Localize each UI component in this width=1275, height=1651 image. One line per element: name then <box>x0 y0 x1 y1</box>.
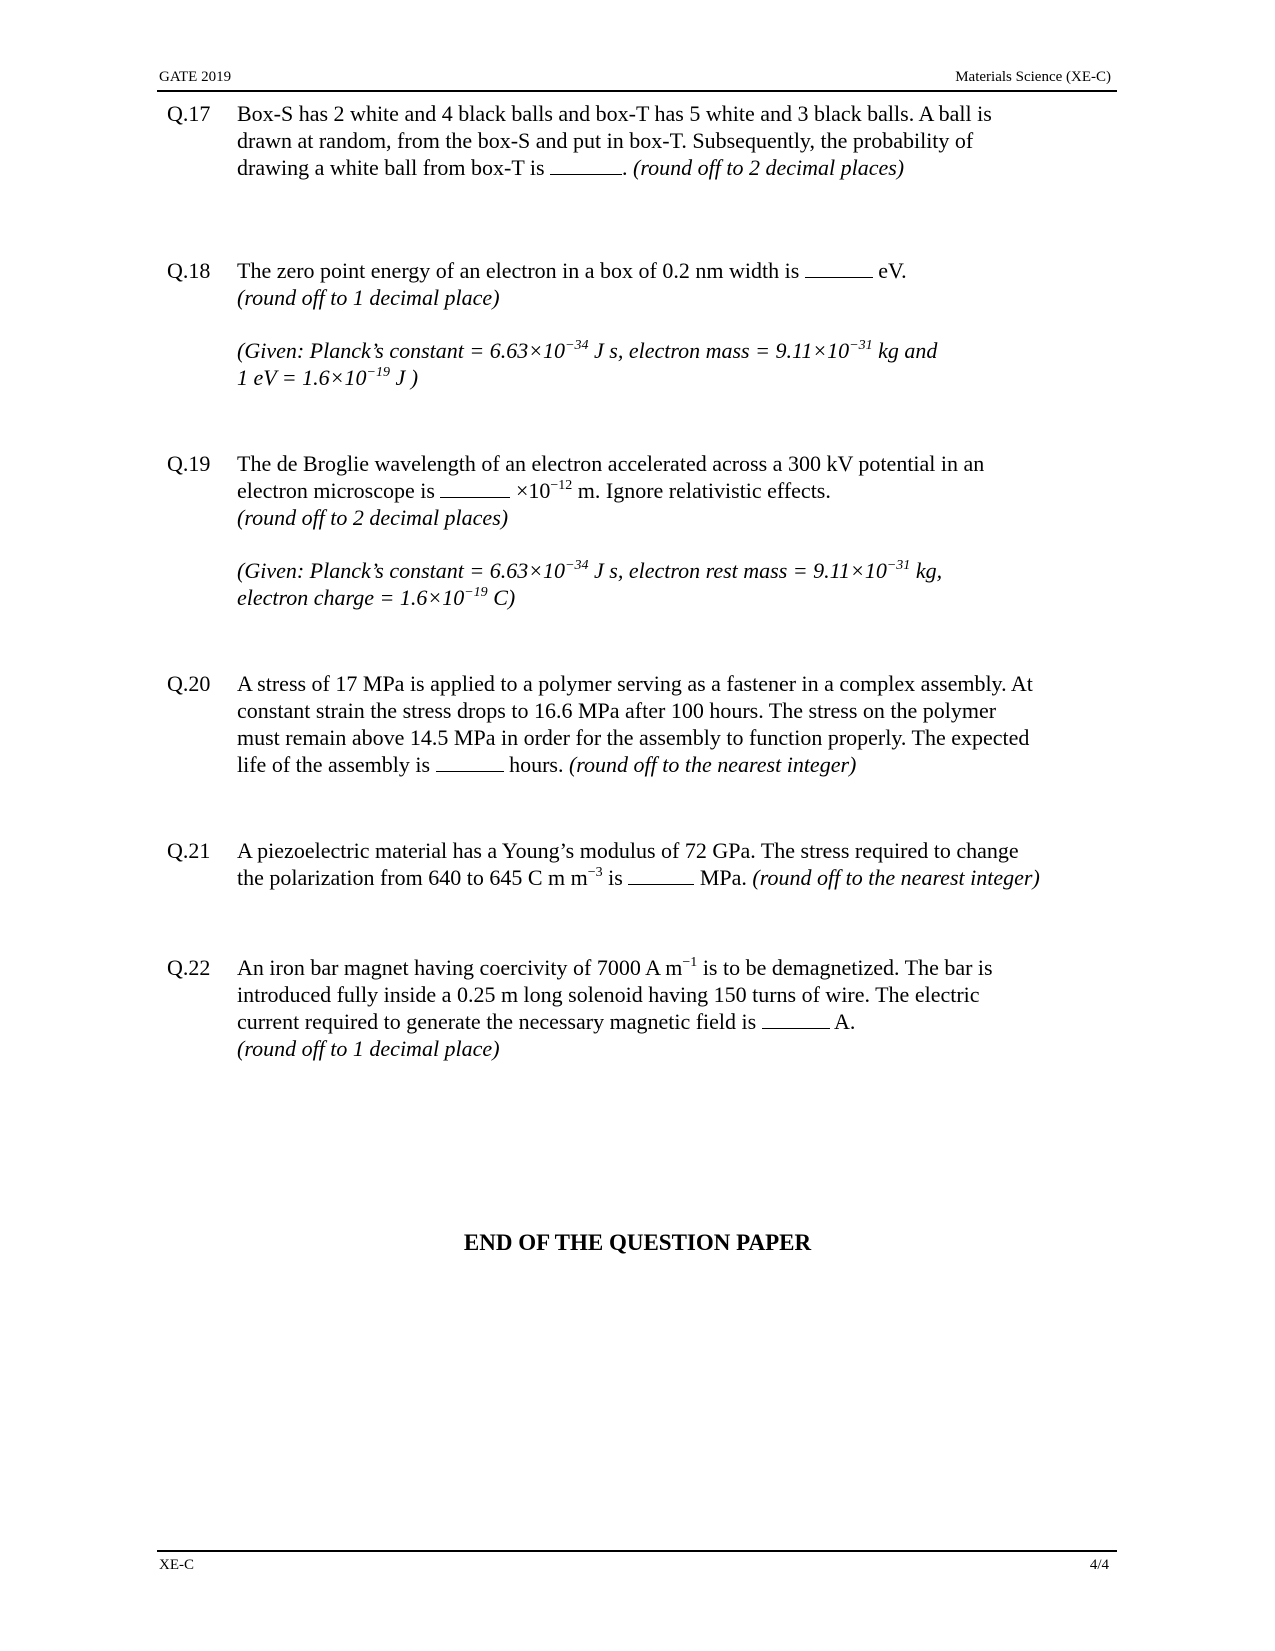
exponent: −19 <box>366 365 390 380</box>
answer-blank <box>550 156 622 175</box>
page-footer <box>157 1550 1117 1574</box>
rounding-note: (round off to 2 decimal places) <box>633 155 905 180</box>
given-text: kg, <box>910 558 943 583</box>
unit: MPa. <box>699 865 747 890</box>
answer-blank <box>805 259 873 278</box>
unit: A. <box>834 1009 856 1034</box>
given-text: J s, electron mass = 9.11×10 <box>588 338 850 363</box>
exponent: −1 <box>682 955 698 970</box>
question-number: Q.21 <box>167 838 211 863</box>
answer-blank <box>440 479 510 498</box>
paper-name: Materials Science (XE-C) <box>955 69 1111 85</box>
question-text: Box-S has 2 white and 4 black balls and box-T has 5 white and 3 black balls. A ball is <box>237 101 992 126</box>
question-number: Q.17 <box>167 101 211 126</box>
question-number: Q.18 <box>167 258 211 283</box>
rounding-note: (round off to the nearest integer) <box>568 752 857 777</box>
answer-blank <box>436 753 504 772</box>
given-constants <box>237 337 1117 364</box>
answer-blank <box>628 866 694 885</box>
rounding-note: (round off to 2 decimal places) <box>237 505 509 530</box>
question-text: A stress of 17 MPa is applied to a polymer serving as a fastener in a complex assembly. At <box>237 671 1033 696</box>
rounding-note: (round off to 1 decimal place) <box>237 1036 500 1061</box>
exam-name: GATE 2019 <box>159 69 232 85</box>
question-number: Q.19 <box>167 451 211 476</box>
question-text: m. Ignore relativistic effects. <box>572 478 831 503</box>
exponent: −19 <box>464 585 488 600</box>
given-text: electron charge = 1.6×10 <box>237 585 465 610</box>
page-header <box>157 68 1117 92</box>
given-text: J ) <box>389 365 419 390</box>
unit: eV. <box>878 258 907 283</box>
question-number: Q.22 <box>167 955 211 980</box>
end-of-paper: END OF THE QUESTION PAPER <box>463 1230 812 1255</box>
question-text: current required to generate the necessary magnetic field is <box>237 1009 757 1034</box>
given-constants <box>237 364 1117 391</box>
question-text: A piezoelectric material has a Young’s modulus of 72 GPa. The stress required to change <box>237 838 1019 863</box>
given-text: (Given: Planck’s constant = 6.63×10 <box>237 558 566 583</box>
exponent: −3 <box>587 865 603 880</box>
question-text: electron microscope is <box>237 478 435 503</box>
question-text: ×10 <box>515 478 551 503</box>
question-text: drawing a white ball from box-T is <box>237 155 545 180</box>
question-text: must remain above 14.5 MPa in order for the assembly to function properly. The expected <box>237 725 1030 750</box>
given-text: C) <box>487 585 516 610</box>
question-text: the polarization from 640 to 645 C m m <box>237 865 588 890</box>
page-number: 4/4 <box>1089 1557 1109 1573</box>
paper-code: XE-C <box>159 1557 194 1573</box>
given-constants <box>237 584 1117 611</box>
question-text: The zero point energy of an electron in a box of 0.2 nm width is <box>237 258 800 283</box>
exponent: −34 <box>565 558 589 573</box>
answer-blank <box>762 1010 830 1029</box>
given-text: 1 eV = 1.6×10 <box>237 365 367 390</box>
question-text: An iron bar magnet having coercivity of 7000 A m <box>237 955 683 980</box>
given-text: (Given: Planck’s constant = 6.63×10 <box>237 338 566 363</box>
given-text: kg and <box>872 338 938 363</box>
question-text: constant strain the stress drops to 16.6 MPa after 100 hours. The stress on the polymer <box>237 698 997 723</box>
exponent: −12 <box>550 478 573 493</box>
question-text: . <box>622 155 628 180</box>
question-text: drawn at random, from the box-S and put in box-T. Subsequently, the probability of <box>237 128 974 153</box>
question-text: is <box>602 865 623 890</box>
question-text: life of the assembly is <box>237 752 431 777</box>
question-text: introduced fully inside a 0.25 m long solenoid having 150 turns of wire. The electric <box>237 982 980 1007</box>
question-number: Q.20 <box>167 671 211 696</box>
given-text: J s, electron rest mass = 9.11×10 <box>588 558 887 583</box>
question-text: The de Broglie wavelength of an electron accelerated across a 300 kV potential in an <box>237 451 985 476</box>
exponent: −31 <box>849 338 873 353</box>
given-constants <box>237 557 1117 584</box>
exponent: −34 <box>565 338 589 353</box>
exponent: −31 <box>886 558 911 573</box>
rounding-note: (round off to the nearest integer) <box>752 865 1040 890</box>
unit: hours. <box>509 752 564 777</box>
question-text: is to be demagnetized. The bar is <box>697 955 993 980</box>
rounding-note: (round off to 1 decimal place) <box>237 285 500 310</box>
